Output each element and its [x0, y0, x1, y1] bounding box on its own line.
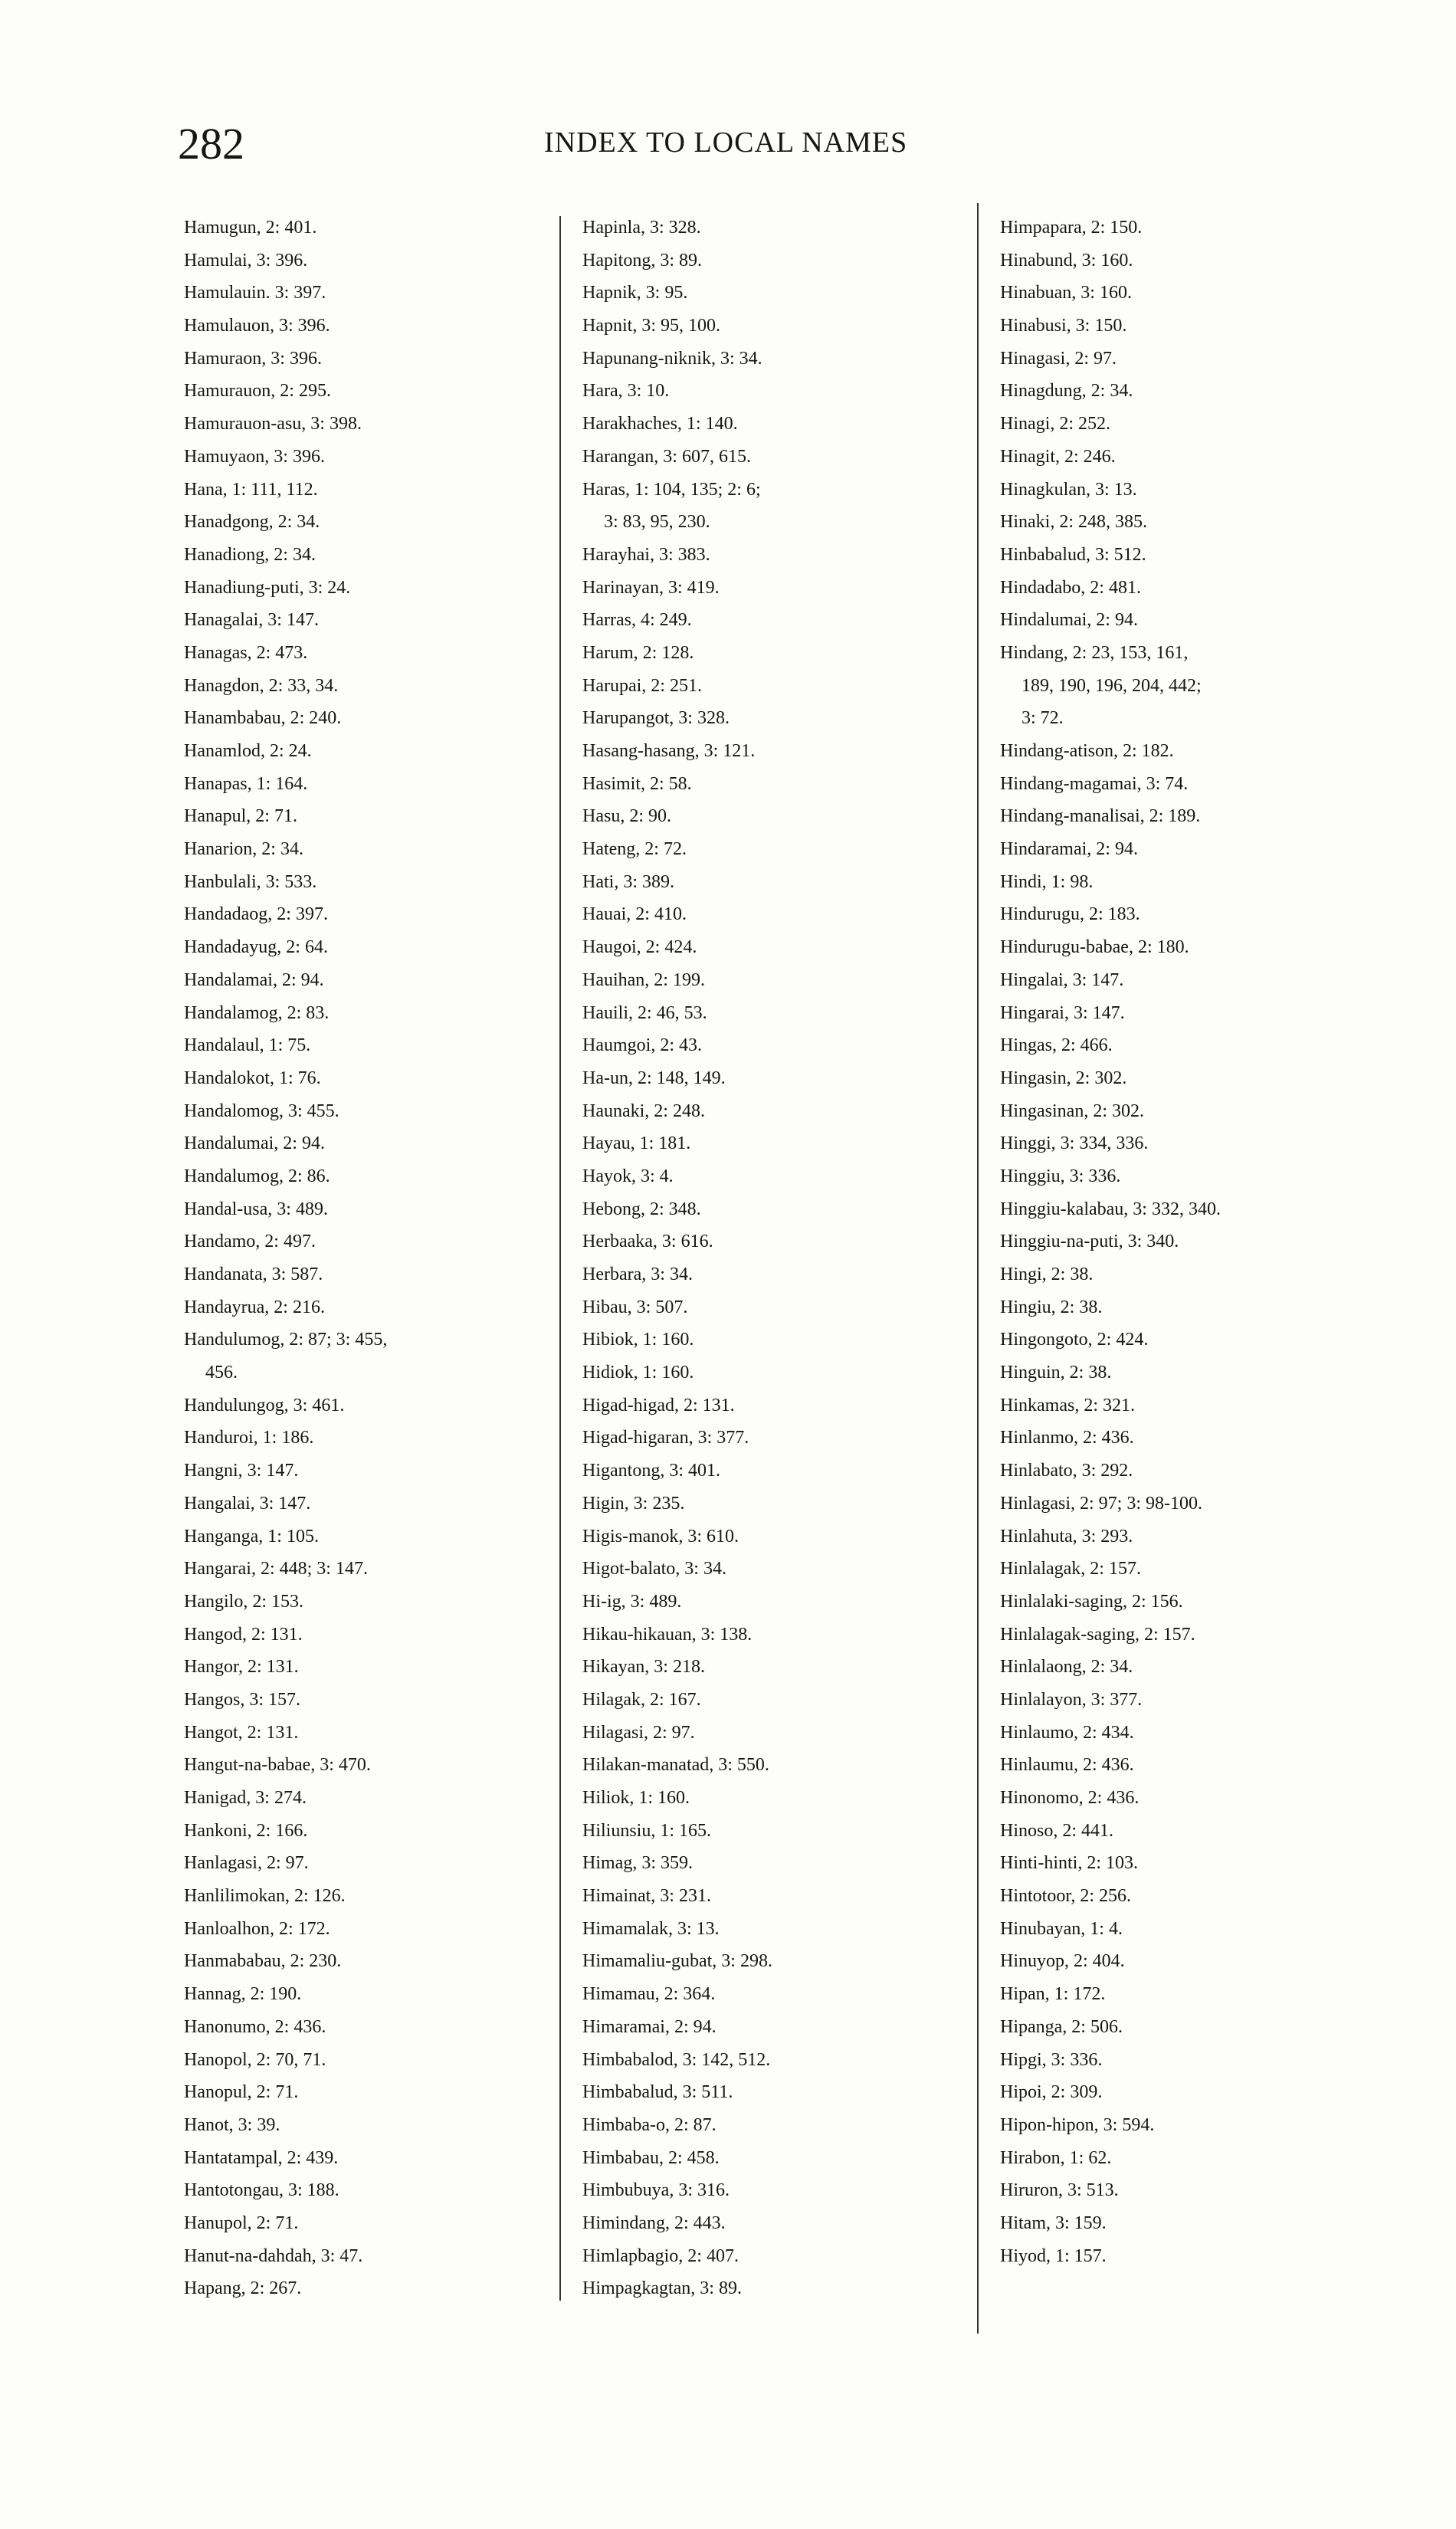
index-entry: Hamulauon, 3: 396. [184, 316, 330, 336]
index-entry: Hanapul, 2: 71. [184, 806, 297, 827]
index-entry: Haugoi, 2: 424. [582, 937, 697, 958]
index-entry: Handulumog, 2: 87; 3: 455, [184, 1330, 388, 1350]
index-entry: Hamugun, 2: 401. [184, 218, 317, 238]
index-entry: Hinlabato, 3: 292. [1000, 1461, 1133, 1481]
index-entry: Hanlagasi, 2: 97. [184, 1853, 309, 1874]
index-entry: Hinoso, 2: 441. [1000, 1820, 1114, 1841]
index-entry: Hibiok, 1: 160. [582, 1330, 694, 1350]
index-entry: Hipon-hipon, 3: 594. [1000, 2114, 1155, 2135]
index-entry: Hayau, 1: 181. [582, 1133, 691, 1154]
index-entry: Hiruron, 3: 513. [1000, 2180, 1119, 2201]
index-entry: Hingas, 2: 466. [1000, 1035, 1113, 1056]
index-entry: Harayhai, 3: 383. [582, 544, 710, 565]
index-entry: Himbabau, 2: 458. [582, 2147, 720, 2168]
index-column-3 [1000, 212, 1429, 2272]
index-entry: Himbabalud, 3: 511. [582, 2082, 733, 2103]
index-entry: Hingiu, 2: 38. [1000, 1297, 1103, 1317]
index-entry: Hana, 1: 111, 112. [184, 479, 318, 500]
index-entry: Hanagdon, 2: 33, 34. [184, 675, 339, 696]
index-entry: Hanambabau, 2: 240. [184, 708, 342, 729]
index-entry: Hanganga, 1: 105. [184, 1526, 319, 1547]
index-entry: Hangilo, 2: 153. [184, 1591, 303, 1612]
index-entry: Harum, 2: 128. [582, 642, 694, 663]
index-entry: Himpagkagtan, 3: 89. [582, 2278, 742, 2299]
index-entry: Hingi, 2: 38. [1000, 1264, 1094, 1284]
index-entry: Hanarion, 2: 34. [184, 839, 303, 860]
index-entry: Hara, 3: 10. [582, 381, 670, 402]
index-entry: Hipanga, 2: 506. [1000, 2016, 1123, 2037]
index-entry: Hibau, 3: 507. [582, 1297, 688, 1317]
index-entry-continuation: 456. [205, 1363, 238, 1383]
index-entry: Hikayan, 3: 218. [582, 1657, 705, 1678]
index-entry: Higis-manok, 3: 610. [582, 1526, 739, 1547]
index-entry: Hindalumai, 2: 94. [1000, 610, 1138, 631]
index-entry: Hauili, 2: 46, 53. [582, 1002, 707, 1023]
index-entry: Himlapbagio, 2: 407. [582, 2245, 739, 2266]
index-entry: Hapnik, 3: 95. [582, 283, 688, 303]
index-entry: Harinayan, 3: 419. [582, 577, 720, 598]
index-entry: Hanut-na-dahdah, 3: 47. [184, 2245, 363, 2266]
index-entry: Hamulai, 3: 396. [184, 250, 308, 271]
index-entry: Hinlaumo, 2: 434. [1000, 1722, 1134, 1743]
index-entry: Handuroi, 1: 186. [184, 1428, 314, 1448]
index-entry: Hanlilimokan, 2: 126. [184, 1886, 346, 1907]
index-entry: Haumgoi, 2: 43. [582, 1035, 702, 1056]
index-entry: Hangalai, 3: 147. [184, 1493, 311, 1514]
index-entry: Hinlahuta, 3: 293. [1000, 1526, 1133, 1547]
index-entry: Hinggiu-kalabau, 3: 332, 340. [1000, 1199, 1221, 1219]
index-entry: Hati, 3: 389. [582, 871, 674, 892]
index-entry: Hinabusi, 3: 150. [1000, 316, 1127, 336]
page-number: 282 [178, 119, 244, 169]
index-entry: Handalokot, 1: 76. [184, 1068, 321, 1088]
index-entry: Hinonomo, 2: 436. [1000, 1788, 1140, 1808]
index-entry: Hilakan-manatad, 3: 550. [582, 1755, 769, 1776]
index-entry: Higad-higaran, 3: 377. [582, 1428, 749, 1448]
index-entry: Hingasinan, 2: 302. [1000, 1100, 1144, 1121]
index-entry: Hangarai, 2: 448; 3: 147. [184, 1559, 368, 1579]
index-entry: Handalamog, 2: 83. [184, 1002, 330, 1023]
index-entry: Hinlaumu, 2: 436. [1000, 1755, 1134, 1776]
index-entry-continuation: 3: 83, 95, 230. [604, 512, 710, 533]
index-entry: Hayok, 3: 4. [582, 1166, 674, 1186]
index-entry: Hanopol, 2: 70, 71. [184, 2049, 326, 2070]
index-entry: Hinlagasi, 2: 97; 3: 98-100. [1000, 1493, 1202, 1514]
index-entry: Haras, 1: 104, 135; 2: 6; [582, 479, 761, 500]
index-entry: Harupangot, 3: 328. [582, 708, 730, 729]
index-entry: Himaramai, 2: 94. [582, 2016, 717, 2037]
index-entry: Hingongoto, 2: 424. [1000, 1330, 1149, 1350]
index-entry: Hangor, 2: 131. [184, 1657, 299, 1678]
index-entry: Herbara, 3: 34. [582, 1264, 693, 1284]
index-entry: Higantong, 3: 401. [582, 1461, 720, 1481]
index-entry: Hinabuan, 3: 160. [1000, 283, 1132, 303]
index-entry: Hinagkulan, 3: 13. [1000, 479, 1137, 500]
index-entry: Hintotoor, 2: 256. [1000, 1886, 1132, 1907]
index-entry: Hanigad, 3: 274. [184, 1788, 307, 1808]
index-entry: Hangos, 3: 157. [184, 1689, 300, 1710]
index-entry: Handadayug, 2: 64. [184, 937, 328, 958]
index-entry: Handalumai, 2: 94. [184, 1133, 325, 1154]
index-entry: Hanamlod, 2: 24. [184, 741, 312, 761]
index-entry: Hinggiu, 3: 336. [1000, 1166, 1121, 1186]
index-entry: Hinlalayon, 3: 377. [1000, 1689, 1143, 1710]
index-entry: Harakhaches, 1: 140. [582, 414, 738, 435]
index-entry: Hanadgong, 2: 34. [184, 512, 320, 533]
index-entry: Hinlalaong, 2: 34. [1000, 1657, 1133, 1678]
index-entry: Hinagasi, 2: 97. [1000, 348, 1117, 369]
index-entry: Hiliok, 1: 160. [582, 1788, 690, 1808]
index-entry: Hi-ig, 3: 489. [582, 1591, 682, 1612]
index-entry: Hindang-atison, 2: 182. [1000, 741, 1174, 761]
index-entry: Hamuyaon, 3: 396. [184, 446, 325, 467]
index-entry: Hanagalai, 3: 147. [184, 610, 319, 631]
index-entry: Herbaaka, 3: 616. [582, 1232, 713, 1252]
index-entry: Haunaki, 2: 248. [582, 1100, 705, 1121]
index-entry: Hinti-hinti, 2: 103. [1000, 1853, 1138, 1874]
index-entry: Higin, 3: 235. [582, 1493, 685, 1514]
index-column-1 [184, 212, 544, 2305]
index-entry-continuation: 189, 190, 196, 204, 442; [1021, 675, 1202, 696]
index-entry: Hindang-manalisai, 2: 189. [1000, 806, 1201, 827]
index-entry: Hingarai, 3: 147. [1000, 1002, 1125, 1023]
index-entry: Hamulauin. 3: 397. [184, 283, 326, 303]
index-entry: Hangot, 2: 131. [184, 1722, 299, 1743]
index-entry: Hauai, 2: 410. [582, 904, 687, 925]
index-entry-continuation: 3: 72. [1021, 708, 1064, 729]
index-entry: Hanapas, 1: 164. [184, 773, 308, 794]
index-entry: Hasimit, 2: 58. [582, 773, 692, 794]
index-entry: Hanonumo, 2: 436. [184, 2016, 326, 2037]
index-entry: Handalomog, 3: 455. [184, 1100, 339, 1121]
index-entry: Himindang, 2: 443. [582, 2212, 726, 2233]
index-entry: Hankoni, 2: 166. [184, 1820, 308, 1841]
index-entry: Hasu, 2: 90. [582, 806, 671, 827]
index-entry: Higad-higad, 2: 131. [582, 1395, 735, 1415]
index-entry: Himainat, 3: 231. [582, 1886, 711, 1907]
index-entry: Hapnit, 3: 95, 100. [582, 316, 720, 336]
index-entry: Hinabund, 3: 160. [1000, 250, 1133, 271]
index-entry: Hinagi, 2: 252. [1000, 414, 1110, 435]
index-entry: Himbubuya, 3: 316. [582, 2180, 730, 2201]
index-entry: Handalamai, 2: 94. [184, 969, 324, 990]
index-entry: Hanot, 3: 39. [184, 2114, 280, 2135]
index-entry: Hitam, 3: 159. [1000, 2212, 1107, 2233]
index-entry: Hidiok, 1: 160. [582, 1363, 694, 1383]
index-entry: Harras, 4: 249. [582, 610, 692, 631]
index-entry: Hingasin, 2: 302. [1000, 1068, 1127, 1088]
index-entry: Hingalai, 3: 147. [1000, 969, 1124, 990]
index-entry: Hangod, 2: 131. [184, 1624, 303, 1645]
index-entry: Hiyod, 1: 157. [1000, 2245, 1107, 2266]
index-entry: Hapitong, 3: 89. [582, 250, 702, 271]
index-entry: Handadaog, 2: 397. [184, 904, 328, 925]
index-entry: Handayrua, 2: 216. [184, 1297, 325, 1317]
index-entry: Hindurugu, 2: 183. [1000, 904, 1140, 925]
index-entry: Himbabalod, 3: 142, 512. [582, 2049, 771, 2070]
column-divider [977, 203, 979, 2334]
index-entry: Hinaki, 2: 248, 385. [1000, 512, 1147, 533]
index-entry: Hanadiung-puti, 3: 24. [184, 577, 351, 598]
index-entry: Handanata, 3: 587. [184, 1264, 323, 1284]
index-entry: Hikau-hikauan, 3: 138. [582, 1624, 753, 1645]
index-entry: Hapunang-niknik, 3: 34. [582, 348, 762, 369]
index-entry: Hipoi, 2: 309. [1000, 2082, 1103, 2103]
index-entry: Hantatampal, 2: 439. [184, 2147, 339, 2168]
index-entry: Hiliunsiu, 1: 165. [582, 1820, 712, 1841]
index-entry: Hebong, 2: 348. [582, 1199, 701, 1219]
index-entry: Hinggi, 3: 334, 336. [1000, 1133, 1149, 1154]
index-entry: Himamaliu-gubat, 3: 298. [582, 1951, 772, 1972]
index-entry: Hinubayan, 1: 4. [1000, 1918, 1123, 1939]
index-entry: Hanadiong, 2: 34. [184, 544, 316, 565]
index-entry: Hinlalagak-saging, 2: 157. [1000, 1624, 1195, 1645]
index-entry: Himpapara, 2: 150. [1000, 218, 1143, 238]
index-entry: Hilagak, 2: 167. [582, 1689, 701, 1710]
index-entry: Hasang-hasang, 3: 121. [582, 741, 756, 761]
index-entry: Hapang, 2: 267. [184, 2278, 302, 2299]
index-entry: Himag, 3: 359. [582, 1853, 693, 1874]
index-entry: Hamurauon-asu, 3: 398. [184, 414, 362, 435]
index-entry: Hanopul, 2: 71. [184, 2082, 299, 2103]
index-entry: Hipan, 1: 172. [1000, 1984, 1106, 2005]
index-entry: Hinbabalud, 3: 512. [1000, 544, 1146, 565]
index-entry: Hamurauon, 2: 295. [184, 381, 331, 402]
index-entry: Hilagasi, 2: 97. [582, 1722, 695, 1743]
index-entry: Handal-usa, 3: 489. [184, 1199, 328, 1219]
index-entry: Hindurugu-babae, 2: 180. [1000, 937, 1189, 958]
column-divider [559, 216, 561, 2301]
index-entry: Handalaul, 1: 75. [184, 1035, 311, 1056]
index-entry: Hamuraon, 3: 396. [184, 348, 322, 369]
index-entry: Harangan, 3: 607, 615. [582, 446, 751, 467]
index-entry: Handulungog, 3: 461. [184, 1395, 345, 1415]
index-entry: Hinagdung, 2: 34. [1000, 381, 1133, 402]
index-entry: Ha-un, 2: 148, 149. [582, 1068, 726, 1088]
index-entry: Himamalak, 3: 13. [582, 1918, 720, 1939]
index-entry: Hantotongau, 3: 188. [184, 2180, 339, 2201]
index-entry: Hindadabo, 2: 481. [1000, 577, 1141, 598]
index-entry: Hindi, 1: 98. [1000, 871, 1094, 892]
page-title: INDEX TO LOCAL NAMES [544, 126, 908, 159]
index-entry: Hinagit, 2: 246. [1000, 446, 1116, 467]
index-entry: Handalumog, 2: 86. [184, 1166, 330, 1186]
index-entry: Higot-balato, 3: 34. [582, 1559, 726, 1579]
index-entry: Hindang-magamai, 3: 74. [1000, 773, 1189, 794]
index-entry: Hateng, 2: 72. [582, 839, 687, 860]
index-entry: Himamau, 2: 364. [582, 1984, 716, 2005]
index-entry: Hanbulali, 3: 533. [184, 871, 317, 892]
index-entry: Hinlalagak, 2: 157. [1000, 1559, 1141, 1579]
index-entry: Hauihan, 2: 199. [582, 969, 705, 990]
index-entry: Hinlalaki-saging, 2: 156. [1000, 1591, 1183, 1612]
index-entry: Hindaramai, 2: 94. [1000, 839, 1138, 860]
index-entry: Hirabon, 1: 62. [1000, 2147, 1112, 2168]
index-entry: Hinggiu-na-puti, 3: 340. [1000, 1232, 1179, 1252]
index-entry: Hannag, 2: 190. [184, 1984, 302, 2005]
index-column-2 [582, 212, 966, 2305]
index-entry: Hangut-na-babae, 3: 470. [184, 1755, 371, 1776]
index-entry: Hanupol, 2: 71. [184, 2212, 299, 2233]
index-entry: Hinlanmo, 2: 436. [1000, 1428, 1134, 1448]
index-entry: Hanagas, 2: 473. [184, 642, 308, 663]
index-entry: Harupai, 2: 251. [582, 675, 702, 696]
index-entry: Hinguin, 2: 38. [1000, 1363, 1112, 1383]
index-entry: Hindang, 2: 23, 153, 161, [1000, 642, 1189, 663]
index-entry: Hinkamas, 2: 321. [1000, 1395, 1135, 1415]
index-entry: Hipgi, 3: 336. [1000, 2049, 1103, 2070]
index-entry: Himbaba-o, 2: 87. [582, 2114, 717, 2135]
index-entry: Hanmababau, 2: 230. [184, 1951, 342, 1972]
index-entry: Hangni, 3: 147. [184, 1461, 299, 1481]
index-entry: Hapinla, 3: 328. [582, 218, 701, 238]
index-entry: Hinuyop, 2: 404. [1000, 1951, 1125, 1972]
index-entry: Hanloalhon, 2: 172. [184, 1918, 330, 1939]
index-entry: Handamo, 2: 497. [184, 1232, 316, 1252]
